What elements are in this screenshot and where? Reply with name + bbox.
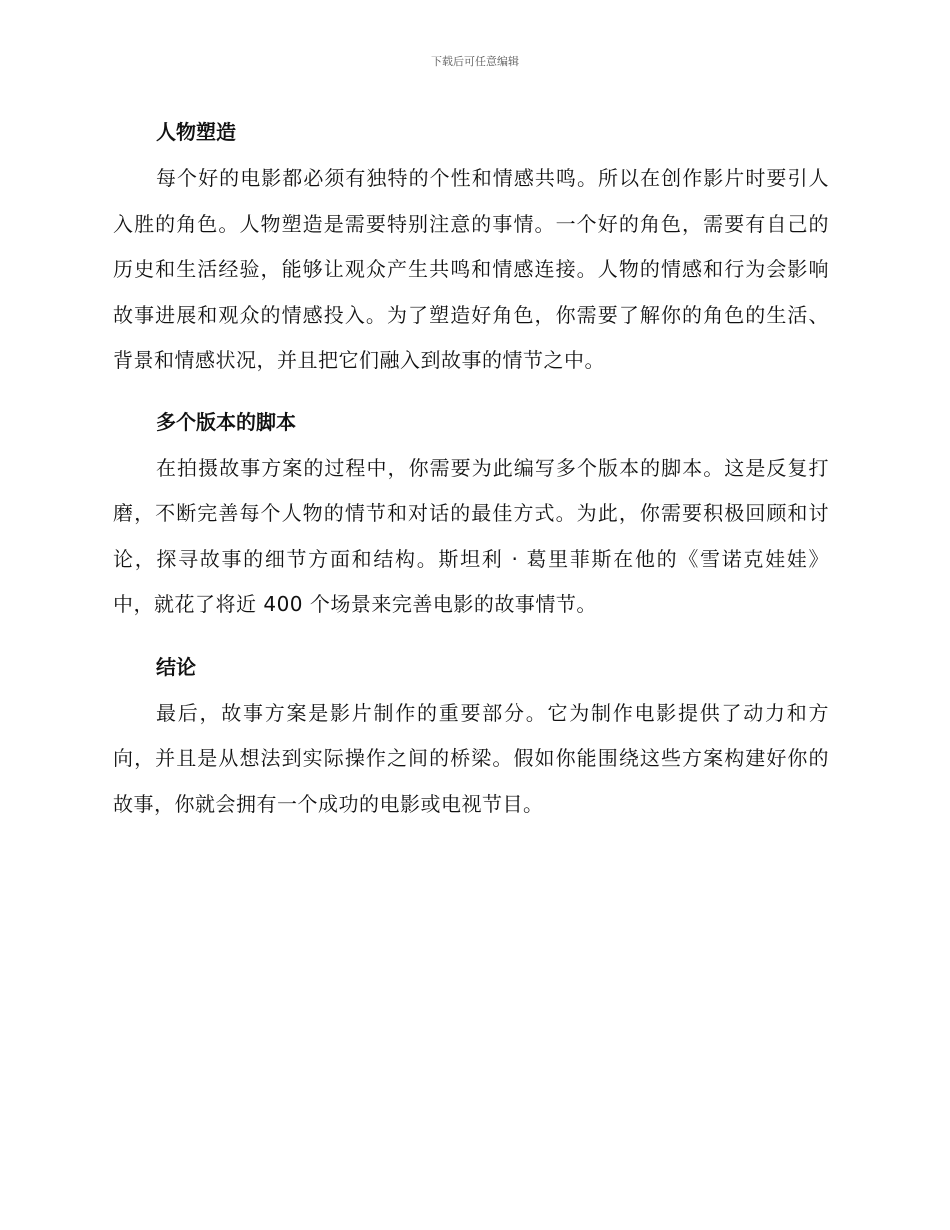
- section-multiple-scripts: [113, 398, 829, 628]
- section-heading: 多个版本的脚本: [156, 409, 296, 434]
- section-heading: 人物塑造: [156, 120, 236, 144]
- section-heading: 结论: [156, 654, 196, 679]
- section-paragraph: 在拍摄故事方案的过程中，你需要为此编写多个版本的脚本。这是反复打磨，不断完善每个人物的情节和对话的最佳方式。为此，你需要积极回顾和讨论，探寻故事的细节方面和结构。斯坦利 · 葛里菲斯在他的《雪诺克娃娃》中，就花了将近 400 个场景来完善电影的故事情节。: [113, 455, 829, 616]
- section-character-building: [113, 108, 829, 384]
- document-body: [113, 104, 829, 827]
- page-header-note: 下载后可任意编辑: [431, 55, 519, 68]
- section-paragraph: 每个好的电影都必须有独特的个性和情感共鸣。所以在创作影片时要引人入胜的角色。人物塑造是需要特别注意的事情。一个好的角色，需要有自己的历史和生活经验，能够让观众产生共鸣和情感连接。人物的情感和行为会影响故事进展和观众的情感投入。为了塑造好角色，你需要了解你的角色的生活、背景和情感状况，并且把它们融入到故事的情节之中。: [113, 166, 829, 372]
- section-conclusion: [113, 643, 829, 828]
- section-paragraph: 最后，故事方案是影片制作的重要部分。它为制作电影提供了动力和方向，并且是从想法到实际操作之间的桥梁。假如你能围绕这些方案构建好你的故事，你就会拥有一个成功的电影或电视节目。: [113, 700, 829, 816]
